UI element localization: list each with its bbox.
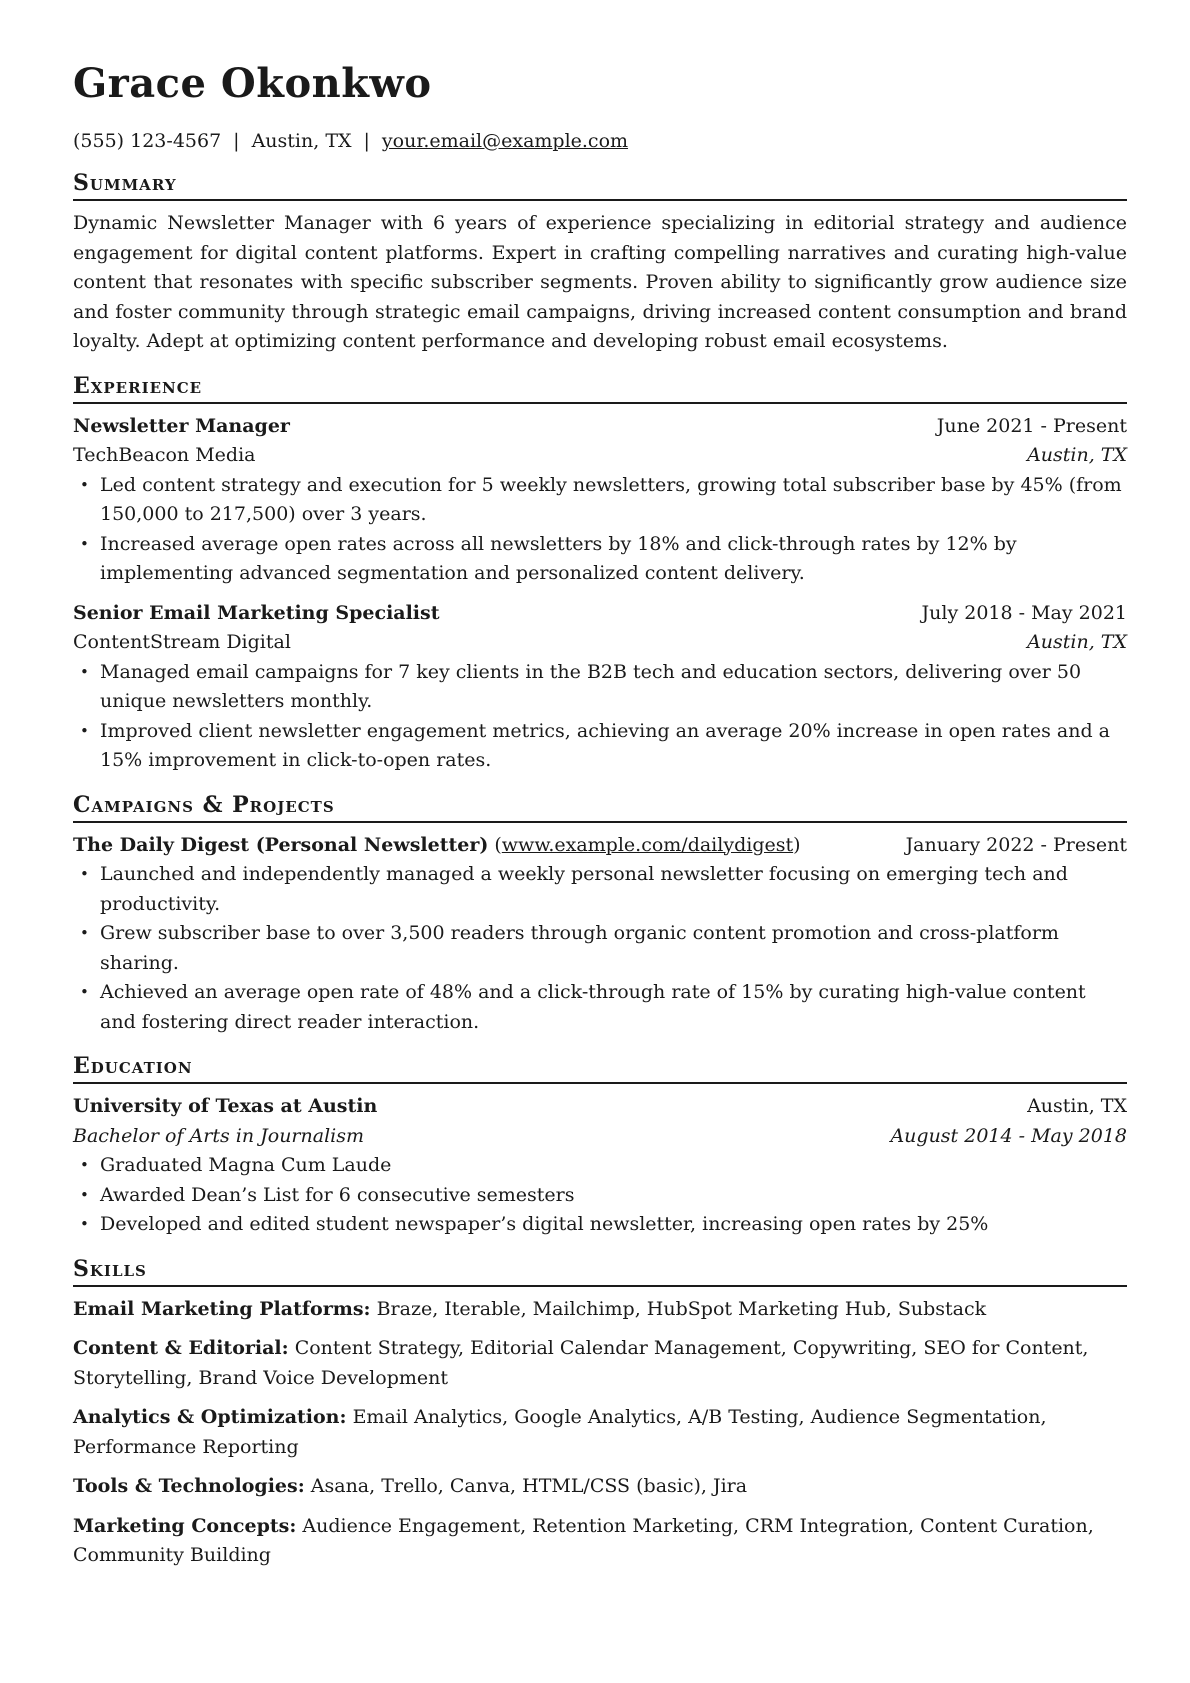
skill-line bbox=[73, 1472, 1127, 1502]
education-bullets bbox=[73, 1151, 1127, 1240]
contact-separator: | bbox=[233, 130, 240, 152]
projects-section bbox=[73, 792, 1127, 1038]
school-name: University of Texas at Austin bbox=[73, 1095, 378, 1117]
contact-line bbox=[73, 128, 1127, 154]
list-item: • Developed and edited student newspaper’s digital newsletter, increasing open rates by 25% bbox=[100, 1210, 1127, 1240]
location-text: Austin, TX bbox=[251, 130, 352, 152]
skill-line bbox=[73, 1295, 1127, 1325]
list-item: • Managed email campaigns for 7 key clients in the B2B tech and education sectors, delivering over 50 unique newsletters monthly. bbox=[100, 658, 1127, 717]
list-item: • Grew subscriber base to over 3,500 readers through organic content promotion and cross-platform sharing. bbox=[100, 919, 1127, 978]
job-role: Newsletter Manager bbox=[73, 414, 290, 437]
candidate-name: Grace Okonkwo bbox=[73, 60, 432, 107]
project-name: The Daily Digest (Personal Newsletter) bbox=[73, 833, 489, 856]
skill-value: Email Analytics, Google Analytics, A/B Testing, Audience Segmentation, Performance Reporting bbox=[73, 1406, 1047, 1458]
contact-separator: | bbox=[363, 130, 370, 152]
job-entry bbox=[73, 412, 1127, 589]
resume-page bbox=[73, 58, 1127, 1581]
list-item: • Increased average open rates across all newsletters by 18% and click-through rates by 12% by implementing advanced segmentation and personalized content delivery. bbox=[100, 530, 1127, 589]
list-item: • Launched and independently managed a weekly personal newsletter focusing on emerging tech and productivity. bbox=[100, 860, 1127, 919]
job-location: Austin, TX bbox=[1027, 631, 1127, 653]
section-title: Education bbox=[73, 1053, 1127, 1084]
email-link[interactable]: your.email@example.com bbox=[381, 130, 629, 152]
job-company: TechBeacon Media bbox=[73, 444, 256, 466]
skill-line bbox=[73, 1334, 1127, 1393]
job-company: ContentStream Digital bbox=[73, 631, 291, 653]
skill-value: Asana, Trello, Canva, HTML/CSS (basic), Jira bbox=[310, 1475, 748, 1497]
skill-label: Marketing Concepts: bbox=[73, 1514, 297, 1537]
skill-label: Email Marketing Platforms: bbox=[73, 1297, 371, 1320]
phone-number: (555) 123-4567 bbox=[73, 130, 222, 152]
skill-label: Tools & Technologies: bbox=[73, 1475, 305, 1497]
skill-line bbox=[73, 1512, 1127, 1571]
education-entry bbox=[73, 1092, 1127, 1240]
job-role: Senior Email Marketing Specialist bbox=[73, 601, 440, 624]
list-item: • Awarded Dean’s List for 6 consecutive semesters bbox=[100, 1181, 1127, 1211]
job-bullets bbox=[73, 658, 1127, 776]
summary-section bbox=[73, 170, 1127, 357]
job-entry bbox=[73, 599, 1127, 776]
degree-name: Bachelor of Arts in Journalism bbox=[73, 1124, 365, 1147]
summary-text: Dynamic Newsletter Manager with 6 years of experience specializing in editorial strategy and audience engagement for digital content platforms. Expert in crafting compelling narratives and curating high-value content that resonates with specific subscriber segments. Proven ability to significantly grow audience size and foster community through strategic email campaigns, driving increased content consumption and brand loyalty. Adept at optimizing content performance and developing robust email ecosystems. bbox=[73, 212, 1127, 352]
project-entry: The Daily Digest (Personal Newsletter) (www.example.com/dailydigest) January 2022 - Present • Launched and independently managed a weekly personal newsletter focusing on emerging tech and productivity. • Grew subscriber base to over 3,500 readers through organic content promotion and cross-platform sharing. • Achieved an average open rate of 48% and a click-through rate of 15% by curating high-value content and fostering direct reader interaction. bbox=[73, 831, 1127, 1038]
job-bullets bbox=[73, 471, 1127, 589]
school-location: Austin, TX bbox=[1027, 1095, 1127, 1117]
list-item: • Achieved an average open rate of 48% and a click-through rate of 15% by curating high-value content and fostering direct reader interaction. bbox=[100, 978, 1127, 1037]
list-item: • Led content strategy and execution for 5 weekly newsletters, growing total subscriber base by 45% (from 150,000 to 217,500) over 3 years. bbox=[100, 471, 1127, 530]
list-item: • Improved client newsletter engagement metrics, achieving an average 20% increase in open rates and a 15% improvement in click-to-open rates. bbox=[100, 717, 1127, 776]
section-title: Experience bbox=[73, 373, 1127, 404]
section-title: Campaigns & Projects bbox=[73, 792, 1127, 823]
skill-label: Content & Editorial: bbox=[73, 1337, 289, 1359]
education-section bbox=[73, 1053, 1127, 1240]
skills-list bbox=[73, 1295, 1127, 1571]
project-link[interactable]: www.example.com/dailydigest bbox=[501, 833, 794, 856]
skill-label: Analytics & Optimization: bbox=[73, 1406, 347, 1428]
section-title: Skills bbox=[73, 1256, 1127, 1287]
experience-section bbox=[73, 373, 1127, 776]
list-item: • Graduated Magna Cum Laude bbox=[100, 1151, 1127, 1181]
skills-section bbox=[73, 1256, 1127, 1571]
job-dates: July 2018 - May 2021 bbox=[921, 601, 1127, 624]
education-dates: August 2014 - May 2018 bbox=[890, 1124, 1127, 1147]
job-location: Austin, TX bbox=[1027, 444, 1127, 466]
project-bullets bbox=[73, 860, 1127, 1037]
job-dates: June 2021 - Present bbox=[936, 414, 1127, 437]
section-title: Summary bbox=[73, 170, 1127, 201]
skill-value: Braze, Iterable, Mailchimp, HubSpot Marketing Hub, Substack bbox=[376, 1297, 987, 1320]
skill-value: Content Strategy, Editorial Calendar Management, Copywriting, SEO for Content, Storytelling, Brand Voice Development bbox=[73, 1337, 1089, 1389]
project-dates: January 2022 - Present bbox=[905, 833, 1127, 856]
skill-line bbox=[73, 1403, 1127, 1462]
skill-value: Audience Engagement, Retention Marketing, CRM Integration, Content Curation, Community Building bbox=[73, 1514, 1094, 1566]
